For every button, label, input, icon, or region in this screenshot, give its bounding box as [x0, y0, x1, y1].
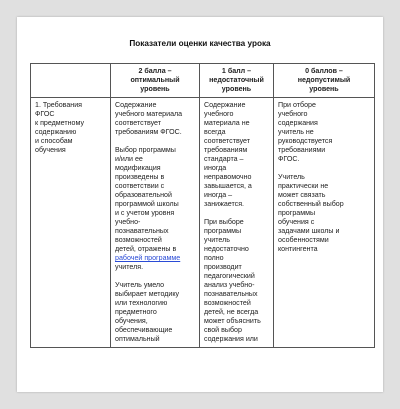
- criterion-cell: [31, 98, 111, 348]
- unacceptable-level-cell: [274, 98, 375, 348]
- criterion-text: 1. Требования ФГОС к предметному содержанию и способам обучения: [35, 101, 84, 154]
- insufficient-paragraph-1: Содержание учебного материала не всегда соответствует требованиям стандарта – иногда неправомочно завышается, а иногда – занижается.: [204, 101, 252, 208]
- optimal-paragraph-3: Учитель умело выбирает методику или технологию предметного обучения, обеспечивающие оптимальный: [115, 281, 180, 343]
- optimal-level-cell: [111, 98, 200, 348]
- optimal-paragraph-1: Содержание учебного материала соответствует требованиям ФГОС.: [115, 101, 183, 136]
- unacceptable-paragraph-2: Учитель практически не может связать собственный выбор программы обучения с задачами школы и особенностями контингента: [278, 173, 344, 253]
- quality-criteria-table: [30, 63, 375, 348]
- header-0-points: 0 баллов – недопустимый уровень: [274, 64, 375, 98]
- insufficient-level-cell: [200, 98, 274, 348]
- table-header-row: [31, 64, 375, 98]
- optimal-paragraph-2: [115, 146, 195, 272]
- optimal-paragraph-2-text: Выбор программы и/или ее модификация произведены в соответствии с образовательной программой школы и с учетом уровня учебно- познавательных возможностей детей, отражены в: [115, 146, 179, 253]
- header-2-points: 2 балла – оптимальный уровень: [111, 64, 200, 98]
- document-title: Показатели оценки качества урока: [129, 39, 271, 48]
- work-program-link[interactable]: рабочей программе: [115, 254, 181, 262]
- header-empty: [31, 64, 111, 98]
- document-page: [17, 17, 383, 392]
- optimal-paragraph-2-end: учителя.: [115, 263, 144, 271]
- table-row: [31, 98, 375, 348]
- insufficient-paragraph-2: При выборе программы учитель недостаточно полно производит педагогический анализ учебно- познавательных возможностей детей, не всегда может объяснить свой выбор содержания или: [204, 218, 261, 343]
- header-1-point: 1 балл – недостаточный уровень: [200, 64, 274, 98]
- unacceptable-paragraph-1: При отборе учебного содержания учитель не руководствуется требованиями ФГОС.: [278, 101, 333, 163]
